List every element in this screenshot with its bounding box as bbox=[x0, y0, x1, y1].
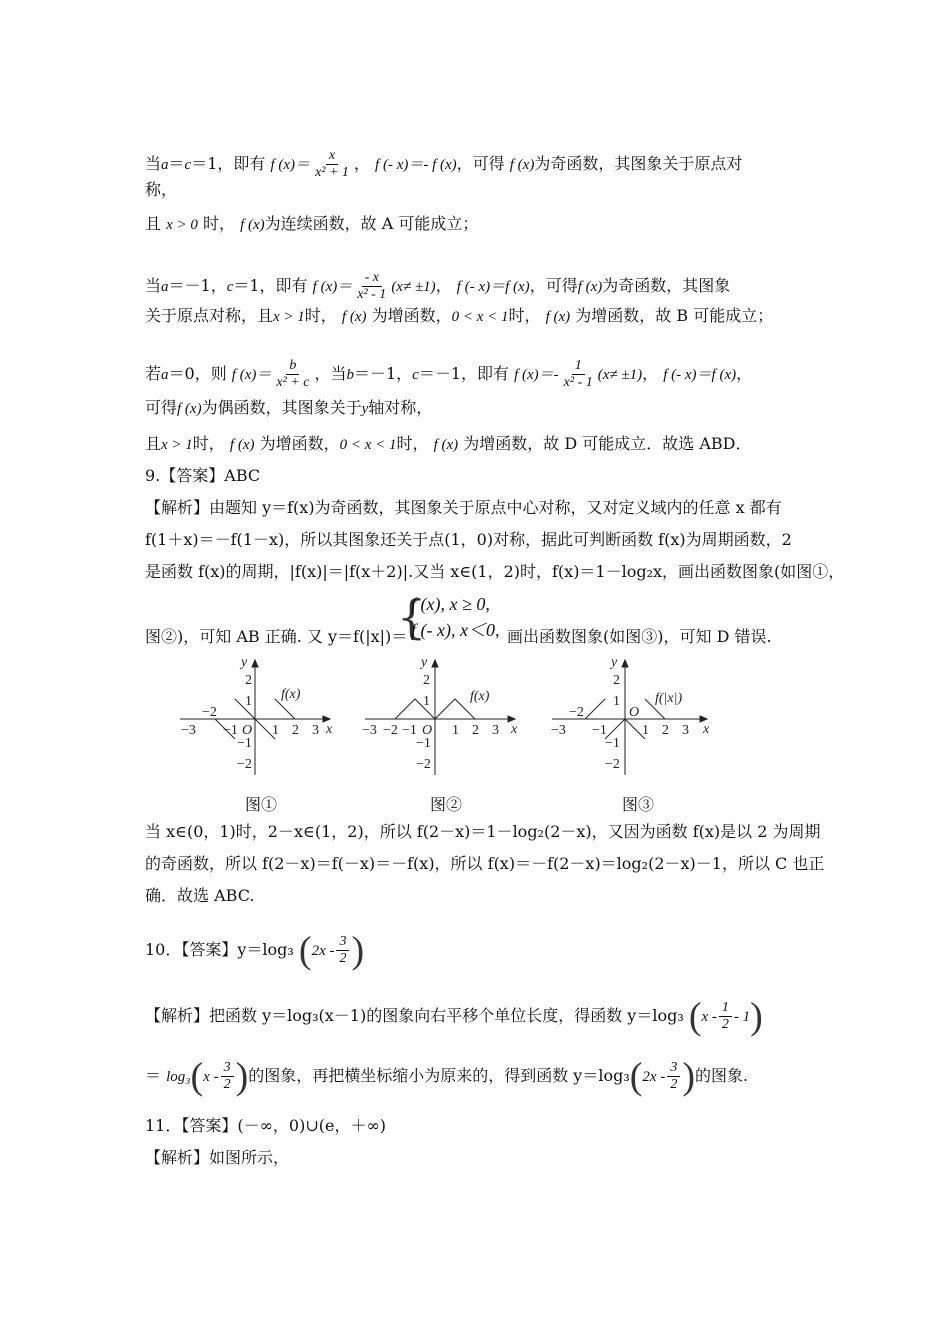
text: 【解析】把函数 y＝log₃(x－1)的图象向右平移个单位长度，得函数 y＝log₃ bbox=[145, 1006, 684, 1025]
text: 图②)，可知 AB 正确. 又 y＝f(|x|)＝ bbox=[145, 627, 408, 646]
y-label: y bbox=[241, 655, 248, 670]
text: ＝－1，即有 bbox=[418, 364, 510, 383]
arrow-icon bbox=[622, 660, 628, 667]
math-odd: f (- x)＝- f (x) bbox=[375, 157, 457, 173]
arrow-icon bbox=[432, 660, 438, 667]
text: 时， bbox=[304, 306, 337, 325]
denominator: 2 bbox=[721, 1017, 729, 1032]
text: ＝－1， bbox=[168, 276, 227, 295]
math: f (x)＝ bbox=[231, 367, 272, 383]
numerator: x bbox=[326, 148, 338, 165]
math: f (x) bbox=[577, 279, 603, 295]
fraction bbox=[221, 1060, 234, 1093]
tick-label: −1 bbox=[592, 723, 607, 738]
tick-label: −3 bbox=[181, 723, 196, 738]
figures bbox=[175, 650, 775, 790]
fraction bbox=[719, 1000, 732, 1033]
q9-analysis-5: 当 x∈(0，1)时，2－x∈(1，2)，所以 f(2－x)＝1－log₂(2－x)，又因为函数 f(x)是以 2 为周期 bbox=[145, 822, 821, 841]
tick-label: 2 bbox=[472, 723, 479, 738]
x-label: x bbox=[326, 722, 333, 737]
text: 的图象. bbox=[694, 1066, 749, 1085]
tick-label: 1 bbox=[452, 723, 459, 738]
tick-label: −2 bbox=[383, 723, 398, 738]
text: 时， bbox=[192, 434, 225, 453]
math: 2x - bbox=[642, 1069, 666, 1085]
q9-analysis-2: f(1＋x)＝－f(1－x)，所以其图象还关于点(1，0)对称，据此可判断函数 f(x)为周期函数，2 bbox=[145, 530, 792, 549]
text: 当 bbox=[145, 154, 162, 173]
para-case1 bbox=[145, 148, 742, 181]
fraction bbox=[273, 358, 312, 391]
figure-2 bbox=[362, 655, 518, 775]
text: ，可得 bbox=[529, 276, 578, 295]
paren: ) bbox=[235, 1055, 249, 1098]
var-a: a bbox=[161, 367, 169, 383]
math: f (- x)＝f (x) bbox=[663, 367, 737, 383]
text: 时， bbox=[396, 434, 429, 453]
text: 轴对称， bbox=[368, 398, 433, 417]
para-case2 bbox=[145, 270, 730, 303]
tick-label: 3 bbox=[492, 723, 499, 738]
text: ， bbox=[642, 364, 659, 383]
text: ＝－1， bbox=[353, 364, 413, 383]
numerator: 3 bbox=[221, 1060, 234, 1077]
text: 为连续函数，故 A 可能成立； bbox=[264, 214, 479, 233]
math: 2x - bbox=[311, 943, 335, 959]
text: ， bbox=[353, 154, 370, 173]
tick-label: −1 bbox=[223, 723, 238, 738]
var-c: c bbox=[184, 157, 192, 173]
y-label: y bbox=[611, 655, 618, 670]
denominator: x² - 1 bbox=[357, 287, 387, 302]
math: (x≠ ±1) bbox=[597, 367, 643, 383]
denominator: 2 bbox=[223, 1077, 231, 1092]
math: f (x) bbox=[229, 437, 255, 453]
denominator: 2 bbox=[339, 951, 347, 966]
tick-label: −2 bbox=[569, 705, 584, 720]
curve bbox=[585, 699, 605, 719]
figure-3 bbox=[551, 655, 710, 775]
text: 为偶函数，其图象关于 bbox=[201, 398, 362, 417]
math-fx: f (x) bbox=[509, 157, 535, 173]
text: 且 bbox=[145, 434, 162, 453]
text: ＝ bbox=[145, 1066, 162, 1085]
tick-label: 1 bbox=[613, 694, 620, 709]
tick-label: −1 bbox=[402, 723, 417, 738]
q9-analysis-6: 的奇函数，所以 f(2－x)＝f(－x)＝－f(x)，所以 f(x)＝－f(2－x)＝log₂(2－x)－1，所以 C 也正 bbox=[145, 854, 825, 873]
text: ＝1，即有 bbox=[191, 154, 266, 173]
text: 为增函数， bbox=[259, 434, 340, 453]
math: f (x) bbox=[177, 401, 202, 417]
tick-label: 1 bbox=[272, 723, 279, 738]
tick-label: 2 bbox=[292, 723, 299, 738]
para-case1-cont: 称， bbox=[145, 180, 178, 199]
arrow-icon bbox=[252, 660, 258, 667]
q9-analysis-1: 【解析】由题知 y＝f(x)为奇函数，其图象关于原点中心对称，又对定义域内的任意 x 都有 bbox=[145, 498, 782, 517]
piece-1: f (x), x ≥ 0, bbox=[411, 594, 490, 614]
fraction bbox=[336, 934, 349, 967]
math: log₃ bbox=[166, 1069, 191, 1085]
para-even bbox=[145, 398, 432, 419]
math: 0 < x < 1 bbox=[339, 437, 397, 453]
numerator: b bbox=[286, 358, 299, 375]
var-a: a bbox=[161, 157, 169, 173]
text: 且 bbox=[145, 214, 162, 233]
numerator: - x bbox=[362, 270, 382, 287]
math: f (x) bbox=[240, 217, 265, 233]
math: x - bbox=[701, 1009, 717, 1025]
var-c: c bbox=[226, 279, 234, 295]
numerator: 3 bbox=[336, 934, 349, 951]
tick-label: −2 bbox=[202, 705, 217, 720]
numerator: 1 bbox=[572, 358, 585, 375]
math: (x≠ ±1) bbox=[391, 279, 436, 295]
caption-figure-1: 图① bbox=[245, 795, 278, 814]
paren: ) bbox=[682, 1055, 695, 1098]
math-fx: f (x)＝ bbox=[270, 157, 311, 173]
math: x > 1 bbox=[161, 437, 193, 453]
text: 时， bbox=[508, 306, 541, 325]
q9-analysis-7: 确．故选 ABC. bbox=[145, 886, 255, 905]
text: 时， bbox=[202, 214, 235, 233]
q11-analysis: 【解析】如图所示， bbox=[145, 1148, 290, 1167]
math: x > 1 bbox=[273, 309, 305, 325]
tick-label: 3 bbox=[312, 723, 319, 738]
math: f (x)＝- bbox=[514, 367, 559, 383]
text: 为增函数， bbox=[371, 306, 452, 325]
denominator: x² - 1 bbox=[563, 375, 593, 390]
tick-label: 3 bbox=[682, 723, 689, 738]
y-label: y bbox=[421, 655, 428, 670]
origin-label: O bbox=[629, 705, 640, 720]
text: 的图象，再把横坐标缩小为原来的，得到函数 y＝log₃ bbox=[248, 1066, 630, 1085]
text: 可得 bbox=[145, 398, 178, 417]
text: 为增函数，故 B 可能成立； bbox=[575, 306, 774, 325]
text: ，可得 bbox=[456, 154, 505, 173]
text: 关于原点对称，且 bbox=[145, 306, 274, 325]
text: 为奇函数，其图象 bbox=[602, 276, 731, 295]
numerator: 3 bbox=[667, 1060, 680, 1077]
math: x > 0 bbox=[166, 217, 198, 233]
numerator: 1 bbox=[719, 1000, 732, 1017]
denominator: 2 bbox=[670, 1077, 678, 1092]
tick-label: −2 bbox=[237, 757, 252, 772]
text: 为奇函数，其图象关于原点对 bbox=[534, 154, 743, 173]
paren: ) bbox=[750, 995, 763, 1038]
math: 0 < x < 1 bbox=[451, 309, 509, 325]
q10-analysis-2 bbox=[145, 1048, 748, 1105]
fx-label: f(x) bbox=[281, 687, 301, 702]
paren: ) bbox=[351, 929, 365, 972]
q11-answer: 11．【答案】(－∞，0)∪(e，＋∞) bbox=[145, 1116, 387, 1135]
tick-label: −1 bbox=[416, 736, 431, 751]
q10-analysis-1 bbox=[145, 988, 763, 1045]
figure-1-labels bbox=[181, 655, 333, 772]
tick-label: −2 bbox=[416, 757, 431, 772]
q9-answer: 9.【答案】ABC bbox=[145, 466, 261, 485]
tick-label: −3 bbox=[362, 723, 377, 738]
denominator: x² + 1 bbox=[315, 165, 349, 180]
fabs-label: f(|x|) bbox=[655, 691, 683, 706]
math: f (x) bbox=[545, 309, 571, 325]
brace: { bbox=[397, 590, 427, 644]
tick-label: 2 bbox=[662, 723, 669, 738]
tick-label: −3 bbox=[551, 723, 566, 738]
text: ， bbox=[736, 364, 753, 383]
text: 为增函数，故 D 可能成立．故选 ABD． bbox=[463, 434, 752, 453]
var-b: b bbox=[346, 367, 354, 383]
paren: ( bbox=[298, 929, 312, 972]
fraction bbox=[312, 148, 352, 181]
var-c: c bbox=[412, 367, 419, 383]
math: x - bbox=[203, 1069, 219, 1085]
tick-label: −1 bbox=[605, 736, 620, 751]
origin-label: O bbox=[242, 723, 253, 738]
origin-label: O bbox=[422, 723, 433, 738]
para-case3 bbox=[145, 358, 752, 391]
fraction bbox=[354, 270, 389, 303]
tick-label: 1 bbox=[245, 694, 252, 709]
math: y bbox=[361, 401, 369, 417]
math: f (- x)＝f (x) bbox=[456, 279, 530, 295]
fraction bbox=[561, 358, 596, 391]
var-a: a bbox=[161, 279, 169, 295]
text: ， bbox=[435, 276, 452, 295]
paren: ( bbox=[190, 1055, 204, 1098]
tick-label: −1 bbox=[237, 736, 252, 751]
paren: ( bbox=[688, 995, 702, 1038]
text: ，当 bbox=[314, 364, 347, 383]
tick-label: 1 bbox=[423, 694, 430, 709]
para-continuous bbox=[145, 214, 478, 235]
text: 画出函数图象(如图③)，可知 D 错误. bbox=[507, 627, 772, 646]
q10-answer bbox=[145, 922, 364, 979]
math: f (x) bbox=[433, 437, 459, 453]
math: f (x) bbox=[341, 309, 367, 325]
x-label: x bbox=[703, 722, 710, 737]
text: 10．【答案】y＝log₃ bbox=[145, 940, 294, 959]
tick-label: 2 bbox=[423, 673, 430, 688]
tick-label: −2 bbox=[605, 757, 620, 772]
x-label: x bbox=[511, 722, 518, 737]
math: f (x)＝ bbox=[312, 279, 353, 295]
para-case3-cont bbox=[145, 434, 752, 455]
paren: ( bbox=[629, 1055, 643, 1098]
q9-analysis-3: 是函数 f(x)的周期，|f(x)|＝|f(x＋2)|.又当 x∈(1，2)时，f(x)＝1－log₂x，画出函数图象(如图①， bbox=[145, 562, 845, 581]
text: ＝0，则 bbox=[168, 364, 227, 383]
tick-label: 1 bbox=[642, 723, 649, 738]
tick-label: 2 bbox=[245, 673, 252, 688]
para-case2-cont bbox=[145, 306, 773, 327]
math: - 1 bbox=[733, 1009, 751, 1025]
fraction bbox=[667, 1060, 680, 1093]
text: 若 bbox=[145, 364, 162, 383]
denominator: x² + c bbox=[276, 375, 310, 390]
fx-label: f(x) bbox=[470, 689, 490, 704]
caption-figure-2: 图② bbox=[430, 795, 463, 814]
piece-2: f (- x), x＜0, bbox=[411, 620, 500, 640]
text: 当 bbox=[145, 276, 162, 295]
caption-figure-3: 图③ bbox=[622, 795, 655, 814]
curve bbox=[275, 699, 295, 719]
text: ＝1，即有 bbox=[233, 276, 308, 295]
tick-label: 2 bbox=[613, 673, 620, 688]
text: ＝ bbox=[168, 154, 185, 173]
